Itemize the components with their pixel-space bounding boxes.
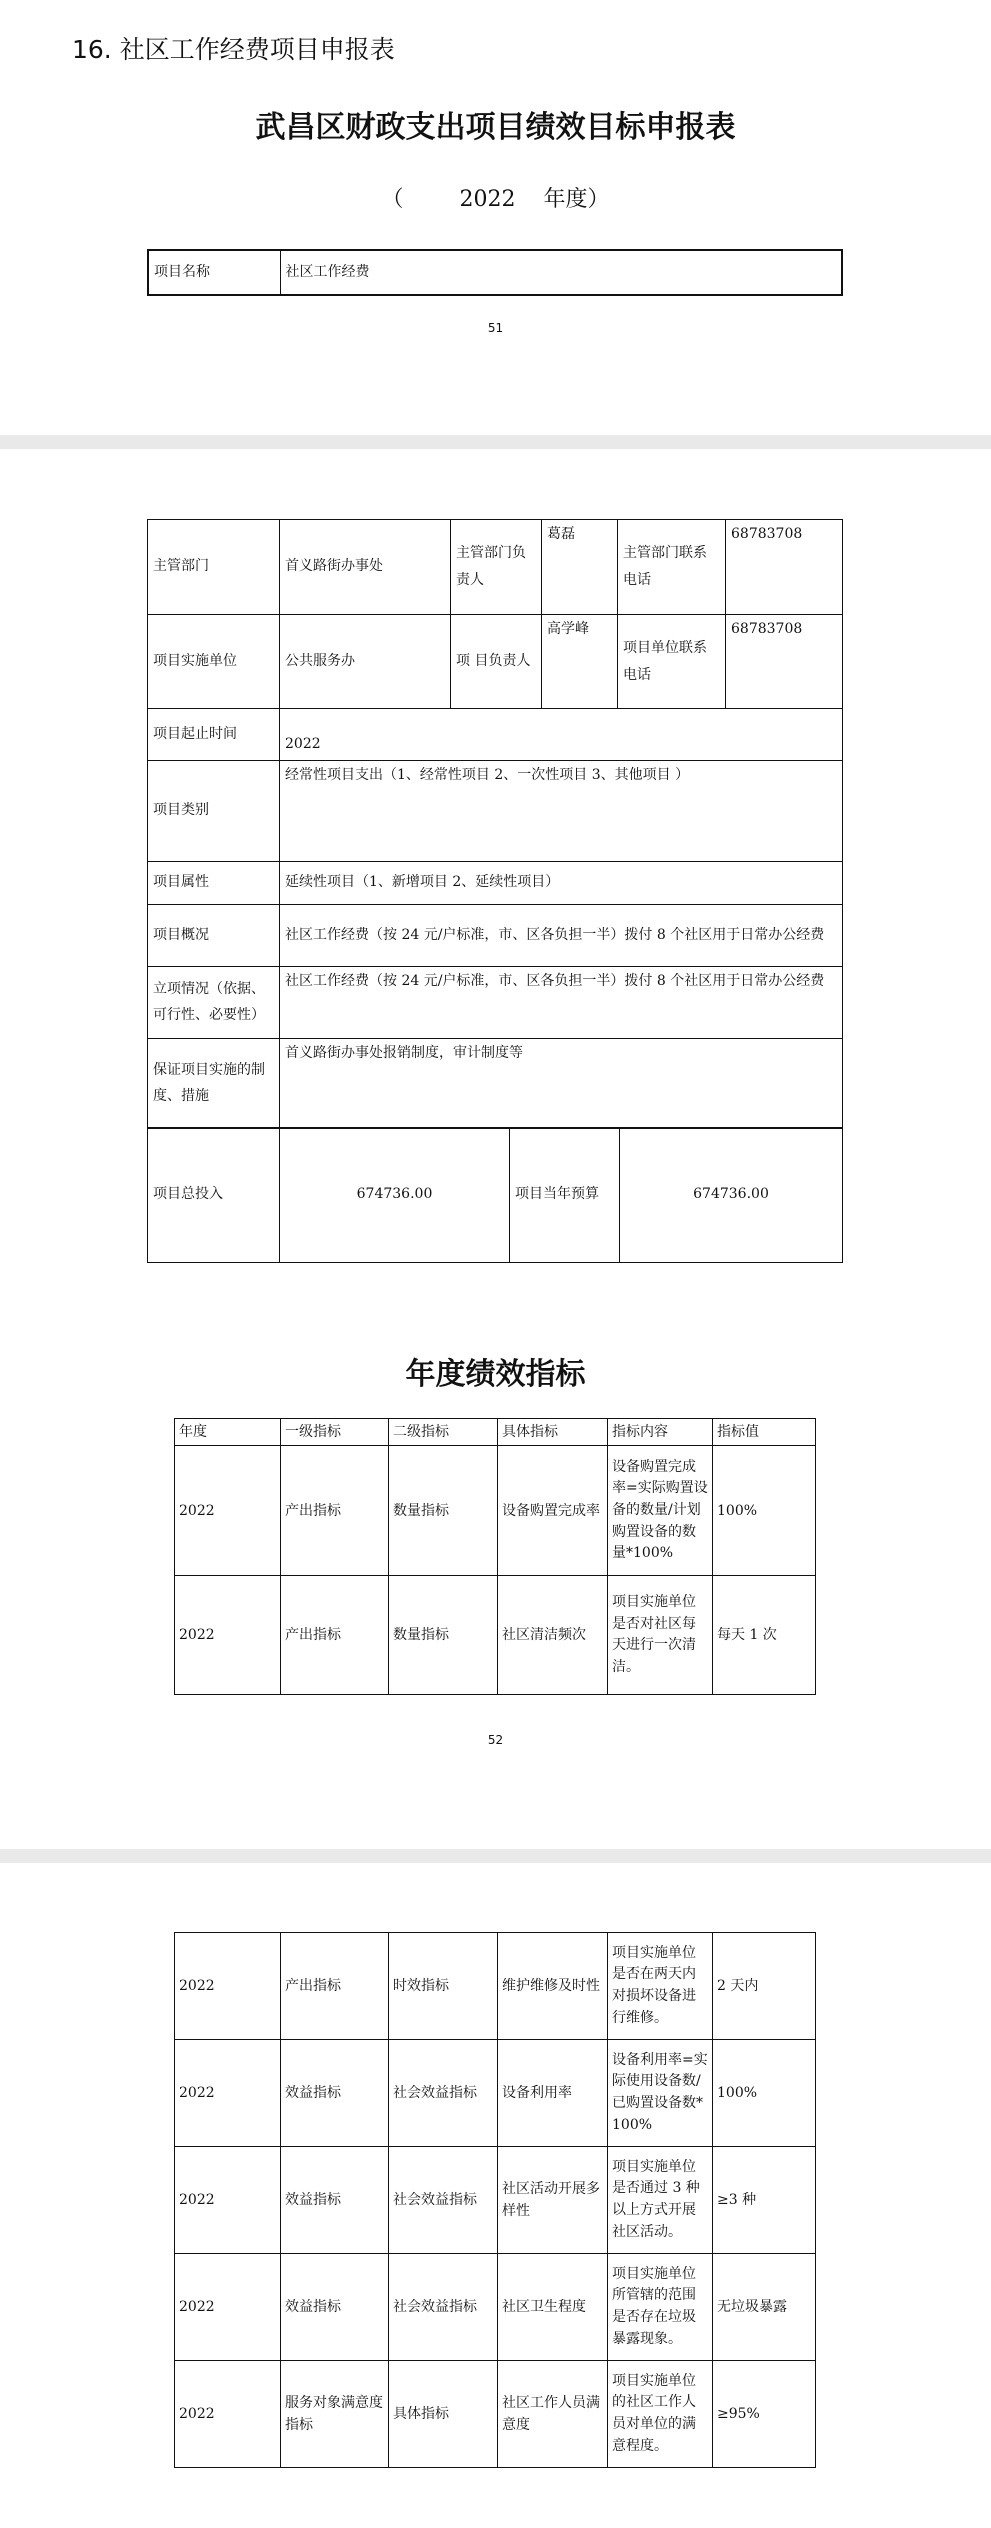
row-level1: 产出指标 [281, 1576, 389, 1695]
project-info-table [147, 519, 843, 1129]
measures-label: 保证项目实施的制度、措施 [148, 1039, 280, 1129]
header-year: 年度 [175, 1419, 281, 1446]
project-name-table [147, 249, 843, 296]
row-value: ≥3 种 [713, 2147, 816, 2254]
row-content: 项目实施单位是否对社区每天进行一次清洁。 [608, 1576, 713, 1695]
row-indicator: 设备利用率 [498, 2040, 608, 2147]
header-level1: 一级指标 [281, 1419, 389, 1446]
header-indicator: 具体指标 [498, 1419, 608, 1446]
impl-phone-value: 68783708 [726, 615, 843, 709]
dept-value: 首义路街办事处 [280, 520, 451, 615]
performance-title: 年度绩效指标 [405, 1357, 586, 1392]
row-year: 2022 [175, 2361, 281, 2468]
dept-head-value: 葛磊 [542, 520, 618, 615]
table-row [175, 2040, 816, 2147]
row-value: 2 天内 [713, 1933, 816, 2040]
row-indicator: 维护维修及时性 [498, 1933, 608, 2040]
performance-header-row [175, 1419, 816, 1446]
impl-value: 公共服务办 [280, 615, 451, 709]
table-row [175, 2147, 816, 2254]
row-level2: 社会效益指标 [389, 2040, 498, 2147]
row-year: 2022 [175, 2254, 281, 2361]
impl-head-label: 项 目负责人 [451, 615, 542, 709]
table-row [175, 2361, 816, 2468]
row-value: 100% [713, 2040, 816, 2147]
row-level2: 时效指标 [389, 1933, 498, 2040]
row-indicator: 设备购置完成率 [498, 1446, 608, 1576]
page-2 [0, 449, 991, 1849]
row-level2: 社会效益指标 [389, 2147, 498, 2254]
attribute-value: 延续性项目（1、新增项目 2、延续性项目） [280, 862, 843, 905]
row-level2: 数量指标 [389, 1576, 498, 1695]
category-value: 经常性项目支出（1、经常性项目 2、一次性项目 3、其他项目 ） [280, 761, 843, 862]
row-content: 项目实施单位是否通过 3 种以上方式开展社区活动。 [608, 2147, 713, 2254]
measures-value: 首义路街办事处报销制度，审计制度等 [280, 1039, 843, 1129]
dept-phone-value: 68783708 [726, 520, 843, 615]
row-level1: 产出指标 [281, 1933, 389, 2040]
page-1 [0, 0, 991, 435]
form-title: 武昌区财政支出项目绩效目标申报表 [255, 110, 736, 145]
row-indicator: 社区活动开展多样性 [498, 2147, 608, 2254]
header-content: 指标内容 [608, 1419, 713, 1446]
dept-head-label: 主管部门负责人 [451, 520, 542, 615]
row-level2: 数量指标 [389, 1446, 498, 1576]
period-value: 2022 [280, 709, 843, 761]
row-level1: 产出指标 [281, 1446, 389, 1576]
table-row [175, 1933, 816, 2040]
section-heading: 16. 社区工作经费项目申报表 [72, 35, 395, 64]
page-number: 51 [487, 321, 504, 335]
row-value: ≥95% [713, 2361, 816, 2468]
row-indicator: 社区卫生程度 [498, 2254, 608, 2361]
project-name-value: 社区工作经费 [280, 250, 842, 295]
row-value: 无垃圾暴露 [713, 2254, 816, 2361]
impl-head-value: 高学峰 [542, 615, 618, 709]
impl-label: 项目实施单位 [148, 615, 280, 709]
row-content: 项目实施单位的社区工作人员对单位的满意程度。 [608, 2361, 713, 2468]
row-level1: 效益指标 [281, 2147, 389, 2254]
row-content: 项目实施单位所管辖的范围是否存在垃圾暴露现象。 [608, 2254, 713, 2361]
row-year: 2022 [175, 2040, 281, 2147]
total-investment-value: 674736.00 [280, 1128, 510, 1263]
attribute-label: 项目属性 [148, 862, 280, 905]
row-year: 2022 [175, 1446, 281, 1576]
page-3 [0, 1863, 991, 2528]
category-label: 项目类别 [148, 761, 280, 862]
row-indicator: 社区清洁频次 [498, 1576, 608, 1695]
dept-label: 主管部门 [148, 520, 280, 615]
dept-phone-label: 主管部门联系电话 [618, 520, 726, 615]
row-content: 项目实施单位是否在两天内对损坏设备进行维修。 [608, 1933, 713, 2040]
row-level2: 社会效益指标 [389, 2254, 498, 2361]
annual-budget-value: 674736.00 [620, 1128, 843, 1263]
row-level1: 服务对象满意度指标 [281, 2361, 389, 2468]
row-year: 2022 [175, 1933, 281, 2040]
row-year: 2022 [175, 1576, 281, 1695]
row-content: 设备购置完成率=实际购置设备的数量/计划购置设备的数量*100% [608, 1446, 713, 1576]
row-content: 设备利用率=实际使用设备数/已购置设备数*100% [608, 2040, 713, 2147]
row-value: 每天 1 次 [713, 1576, 816, 1695]
table-row [175, 1576, 816, 1695]
header-level2: 二级指标 [389, 1419, 498, 1446]
basis-label: 立项情况（依据、可行性、必要性） [148, 967, 280, 1039]
period-label: 项目起止时间 [148, 709, 280, 761]
overview-label: 项目概况 [148, 905, 280, 967]
header-value: 指标值 [713, 1419, 816, 1446]
row-year: 2022 [175, 2147, 281, 2254]
overview-value: 社区工作经费（按 24 元/户标准，市、区各负担一半）拨付 8 个社区用于日常办公经费 [280, 905, 843, 967]
row-level1: 效益指标 [281, 2254, 389, 2361]
row-value: 100% [713, 1446, 816, 1576]
table-row [175, 2254, 816, 2361]
performance-table-a [174, 1418, 816, 1695]
row-indicator: 社区工作人员满意度 [498, 2361, 608, 2468]
page-number: 52 [487, 1733, 504, 1747]
impl-phone-label: 项目单位联系电话 [618, 615, 726, 709]
performance-table-b [174, 1932, 816, 2468]
annual-budget-label: 项目当年预算 [510, 1128, 620, 1263]
investment-table [147, 1127, 843, 1263]
row-level2: 具体指标 [389, 2361, 498, 2468]
project-name-label: 项目名称 [148, 250, 280, 295]
table-row [175, 1446, 816, 1576]
basis-value: 社区工作经费（按 24 元/户标准，市、区各负担一半）拨付 8 个社区用于日常办公经费 [280, 967, 843, 1039]
total-investment-label: 项目总投入 [148, 1128, 280, 1263]
year-line: （ 2022 年度） [381, 187, 610, 212]
row-level1: 效益指标 [281, 2040, 389, 2147]
